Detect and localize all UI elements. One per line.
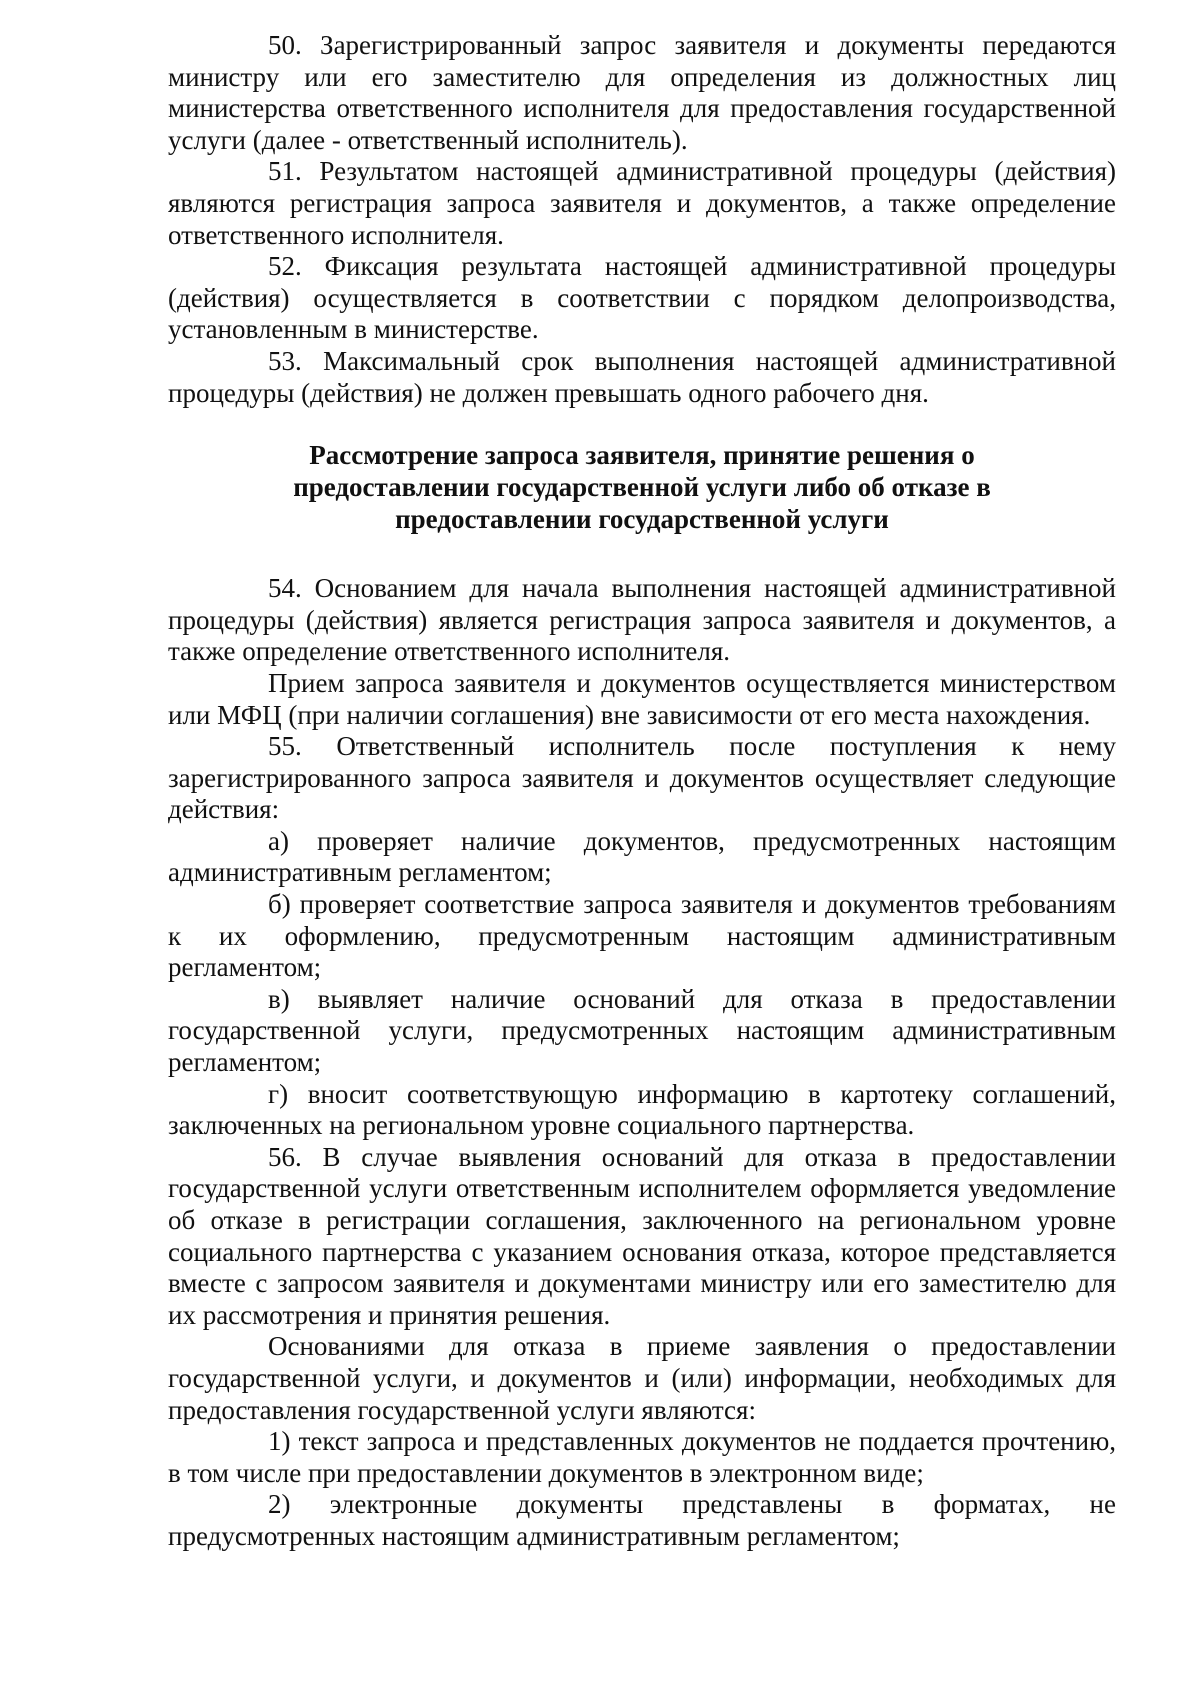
list-item-1: 1) текст запроса и представленных документов не поддается прочтению, в том числе при предоставлении документов в электронном виде; [168, 1426, 1116, 1488]
list-item-2: 2) электронные документы представлены в форматах, не предусмотренных настоящим административным регламентом; [168, 1489, 1116, 1551]
paragraph-54-reception: Прием запроса заявителя и документов осуществляется министерством или МФЦ (при наличии соглашения) вне зависимости от его места нахождения. [168, 667, 1116, 730]
document-body [168, 30, 1116, 1553]
section-heading-line-1: Рассмотрение запроса заявителя, принятие решения о [309, 440, 975, 471]
list-item-b: б) проверяет соответствие запроса заявителя и документов требованиям к их оформлению, предусмотренным настоящим административным регламентом; [168, 889, 1116, 983]
paragraph-56: 56. В случае выявления оснований для отказа в предоставлении государственной услуги ответственным исполнителем оформляется уведомление об отказе в регистрации соглашения, заключенного на региональном уровне социального партнерства с указанием основания отказа, которое представляется вместе с запросом заявителя и документами министру или его заместителю для их рассмотрения и принятия решения. [168, 1141, 1116, 1330]
paragraph-refusal-grounds: Основаниями для отказа в приеме заявления о предоставлении государственной услуги, и документов и (или) информации, необходимых для предоставления государственной услуги являются: [168, 1331, 1116, 1425]
paragraph-54: 54. Основанием для начала выполнения настоящей административной процедуры (действия) является регистрация запроса заявителя и документов, а также определение ответственного исполнителя. [168, 573, 1116, 667]
paragraph-53: 53. Максимальный срок выполнения настоящей административной процедуры (действия) не должен превышать одного рабочего дня. [168, 345, 1116, 408]
section-heading-line-3: предоставлении государственной услуги [395, 504, 889, 535]
list-item-v: в) выявляет наличие оснований для отказа в предоставлении государственной услуги, предусмотренных настоящим административным регламентом; [168, 983, 1116, 1078]
section-heading-line-2: предоставлении государственной услуги либо об отказе в [293, 472, 991, 503]
paragraph-55: 55. Ответственный исполнитель после поступления к нему зарегистрированного запроса заявителя и документов осуществляет следующие действия: [168, 731, 1116, 825]
section-heading [168, 439, 1116, 535]
paragraph-52: 52. Фиксация результата настоящей административной процедуры (действия) осуществляется в соответствии с порядком делопроизводства, установленным в министерстве. [168, 251, 1116, 345]
list-item-a: а) проверяет наличие документов, предусмотренных настоящим административным регламентом; [168, 825, 1116, 888]
paragraph-51: 51. Результатом настоящей административной процедуры (действия) являются регистрация запроса заявителя и документов, а также определение ответственного исполнителя. [168, 156, 1116, 250]
paragraph-50: 50. Зарегистрированный запрос заявителя и документы передаются министру или его заместителю для определения из должностных лиц министерства ответственного исполнителя для предоставления государственной услуги (далее - ответственный исполнитель). [168, 30, 1116, 155]
list-item-g: г) вносит соответствующую информацию в картотеку соглашений, заключенных на региональном уровне социального партнерства. [168, 1078, 1116, 1141]
